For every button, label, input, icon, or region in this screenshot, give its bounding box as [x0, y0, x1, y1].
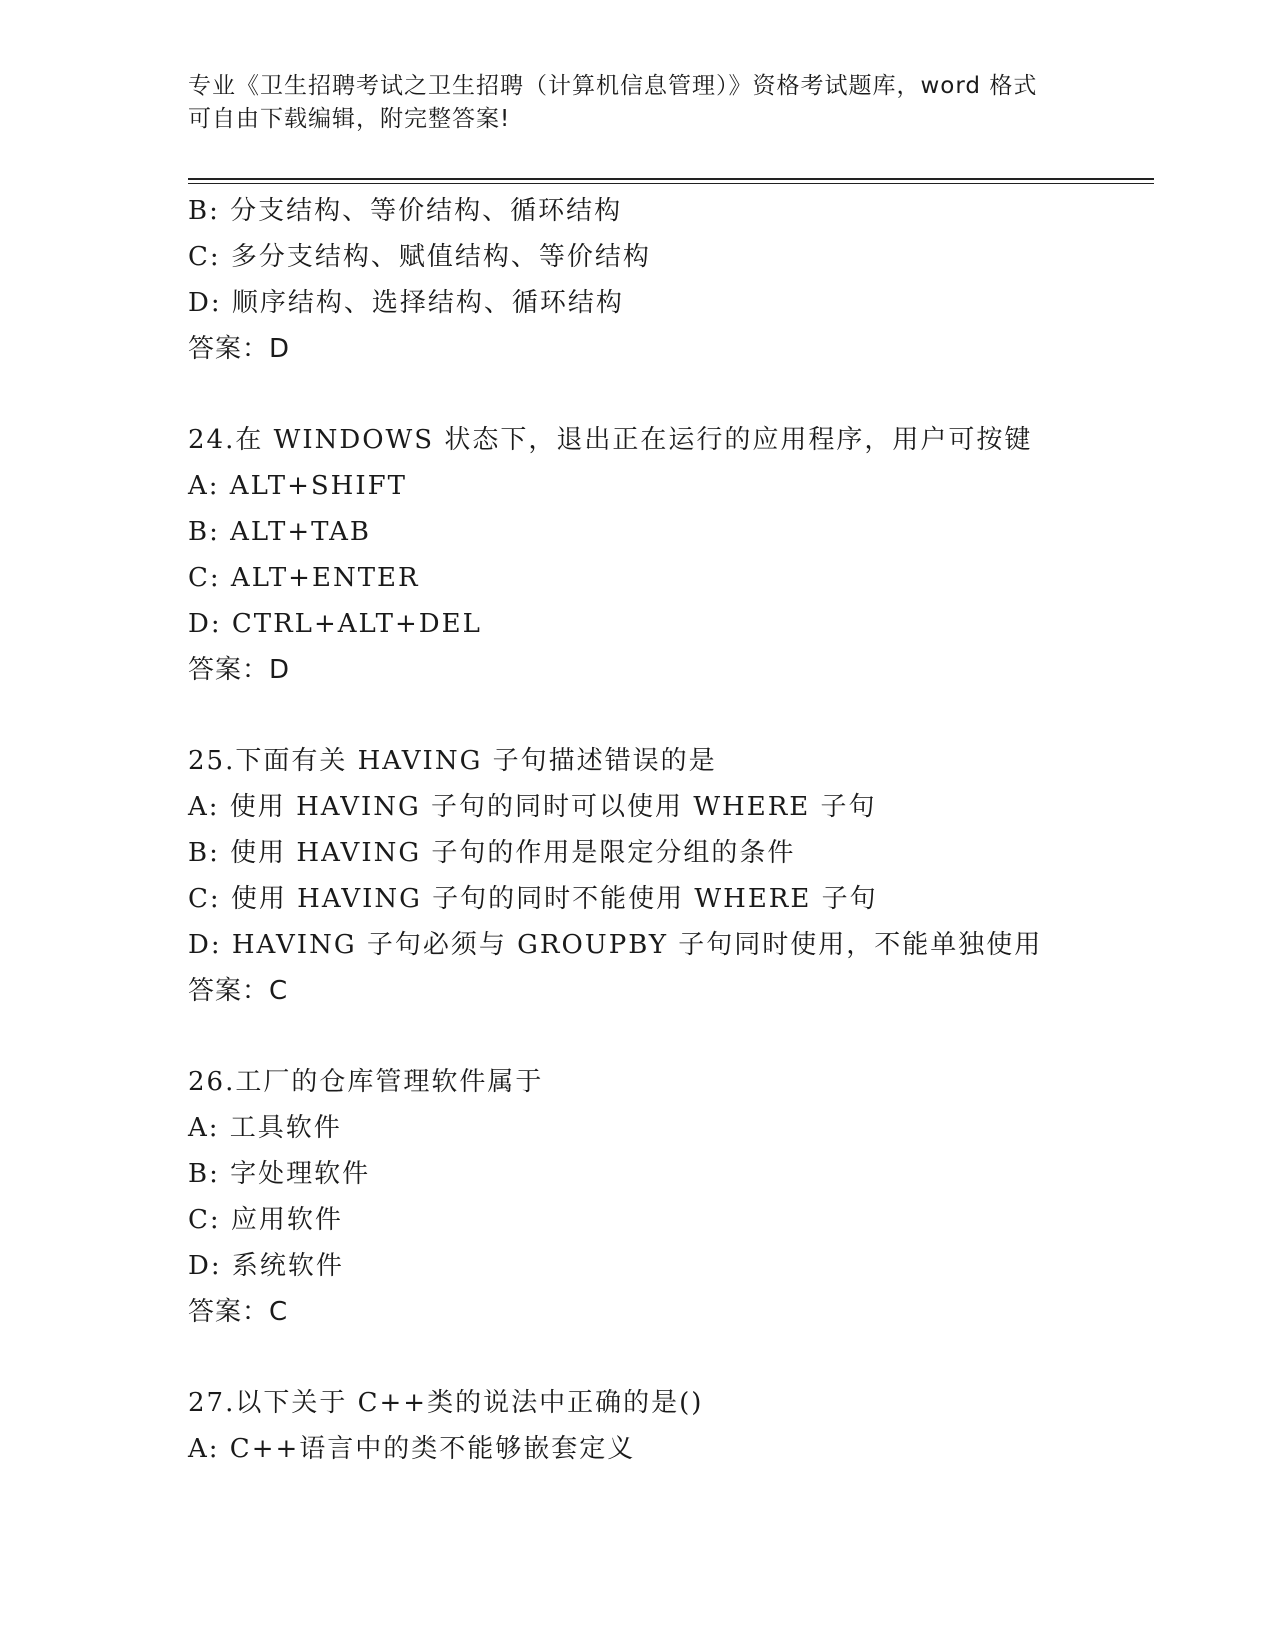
option-a: A: 使用 HAVING 子句的同时可以使用 WHERE 子句	[188, 792, 877, 822]
option-c: C: 使用 HAVING 子句的同时不能使用 WHERE 子句	[188, 884, 878, 914]
answer: 答案：D	[188, 334, 291, 364]
option-d: D: CTRL+ALT+DEL	[188, 609, 482, 639]
option-b: B: 分支结构、等价结构、循环结构	[188, 196, 623, 226]
question-stem: 26.工厂的仓库管理软件属于	[188, 1067, 544, 1097]
question-list	[188, 188, 1148, 1472]
option-a: A: 工具软件	[188, 1113, 342, 1143]
question-26	[188, 1059, 1148, 1335]
question-24	[188, 417, 1148, 693]
option-b: B: ALT+TAB	[188, 517, 371, 547]
question-stem: 27.以下关于 C++类的说法中正确的是()	[188, 1388, 704, 1418]
option-b: B: 字处理软件	[188, 1159, 371, 1189]
answer: 答案：C	[188, 976, 289, 1006]
question-stem: 25.下面有关 HAVING 子句描述错误的是	[188, 746, 717, 776]
answer: 答案：D	[188, 655, 291, 685]
option-a: A: C++语言中的类不能够嵌套定义	[188, 1434, 636, 1464]
option-b: B: 使用 HAVING 子句的作用是限定分组的条件	[188, 838, 796, 868]
header-rule-thin	[188, 183, 1154, 184]
option-a: A: ALT+SHIFT	[188, 471, 407, 501]
option-c: C: 多分支结构、赋值结构、等价结构	[188, 242, 651, 272]
option-c: C: 应用软件	[188, 1205, 343, 1235]
header-rule-thick	[188, 178, 1154, 180]
question-25	[188, 738, 1148, 1014]
answer: 答案：C	[188, 1297, 289, 1327]
question-stem: 24.在 WINDOWS 状态下，退出正在运行的应用程序，用户可按键	[188, 425, 1033, 455]
header-line-2: 可自由下载编辑，附完整答案!	[188, 106, 511, 132]
option-d: D: 系统软件	[188, 1251, 344, 1281]
option-d: D: 顺序结构、选择结构、循环结构	[188, 288, 624, 318]
header-line-1: 专业《卫生招聘考试之卫生招聘（计算机信息管理）》资格考试题库，word 格式	[188, 73, 1038, 99]
page-header	[188, 70, 1088, 136]
question-23-continuation	[188, 188, 1148, 372]
option-c: C: ALT+ENTER	[188, 563, 420, 593]
question-27	[188, 1380, 1148, 1472]
option-d: D: HAVING 子句必须与 GROUPBY 子句同时使用，不能单独使用	[188, 930, 1043, 960]
